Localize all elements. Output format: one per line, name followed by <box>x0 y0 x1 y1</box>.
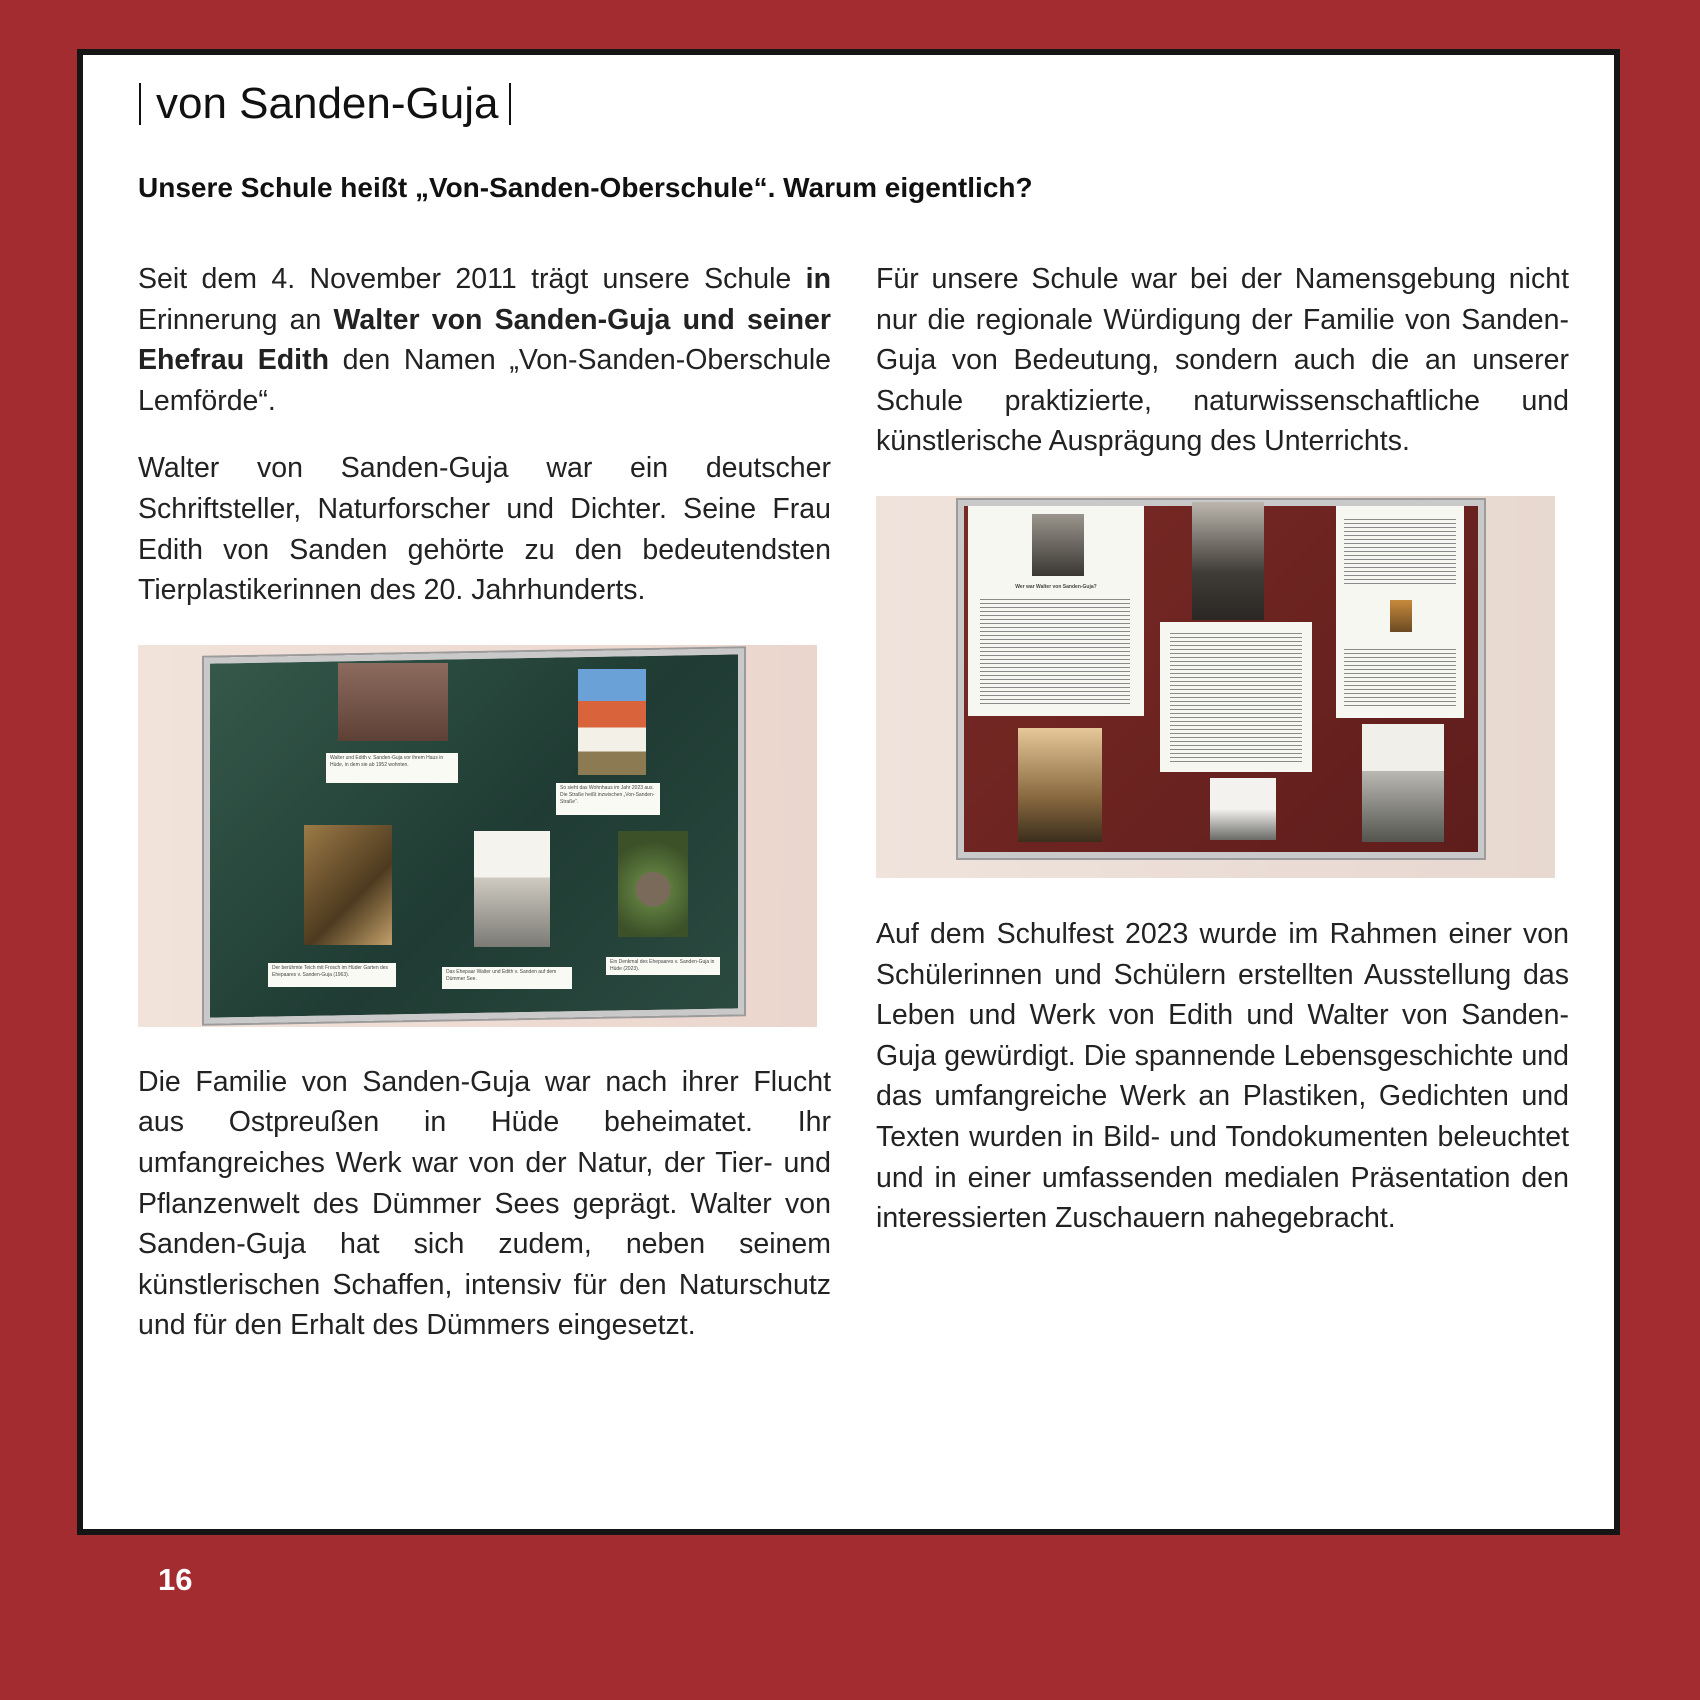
boat-photo-3 <box>1362 724 1444 842</box>
intro-bold-2: Walter von Sanden-Guja und seiner Ehefrau Edith <box>138 303 831 377</box>
section-header <box>139 79 511 128</box>
book-cover <box>1390 600 1412 632</box>
naming-paragraph: Für unsere Schule war bei der Namensgebung nicht nur die regionale Würdigung der Familie von Sanden-Guja von Bedeutung, sondern auch die an unserer Schule praktizierte, naturwissenschaftliche und künstlerische Ausprägung des Unterrichts. <box>876 263 1569 458</box>
caption-card-1: Walter und Edith v. Sanden-Guja vor ihrem Haus in Hüde, in dem sie ab 1952 wohnten. <box>326 753 458 783</box>
subheading: Unsere Schule heißt „Von-Sanden-Oberschule“. Warum eigentlich? <box>138 172 1033 203</box>
intro-text-2: Erinnerung an <box>138 303 334 336</box>
intro-bold-1: in <box>805 263 831 295</box>
pond-photo <box>304 825 392 945</box>
house-2023-photo <box>578 669 646 775</box>
caption-card-3: Der berühmte Teich mit Frosch im Hüder Garten des Ehepaares v. Sanden-Guja (1963). <box>268 963 396 987</box>
sheet-text-3 <box>1344 516 1456 586</box>
exhibition-photo-2 <box>876 496 1555 878</box>
intro-text-3: den Namen „Von-Sanden-Oberschule Lemförde“. <box>138 344 831 417</box>
left-column <box>138 259 831 1346</box>
intro-text-1: Seit dem 4. November 2011 trägt unsere Schule <box>138 263 806 295</box>
page-frame <box>77 49 1620 1535</box>
boat-photo-2 <box>1210 778 1276 840</box>
right-column <box>876 259 1569 1239</box>
caption-card-2: So sieht das Wohnhaus im Jahr 2023 aus. Die Straße heißt inzwischen „Von-Sanden-Straße“. <box>556 783 660 815</box>
sepia-photo <box>1018 728 1102 842</box>
memorial-photo <box>618 831 688 937</box>
sheet-heading: Wer war Walter von Sanden-Guja? <box>1015 583 1097 590</box>
caption-card-4: Das Ehepaar Walter und Edith v. Sanden auf dem Dümmer See. <box>442 967 572 989</box>
caption-card-5: Ein Denkmal des Ehepaares v. Sanden-Guja in Hüde (2023). <box>606 957 720 975</box>
sheet-text-4 <box>1344 646 1456 706</box>
house-photo <box>338 663 448 741</box>
biography-paragraph: Walter von Sanden-Guja war ein deutscher Schriftsteller, Naturforscher und Dichter. Seine Frau Edith von Sanden gehörte zu den bedeutendsten Tierplastikerinnen des 20. Jahrhunderts. <box>138 452 831 607</box>
exhibition-photo-1 <box>138 645 817 1027</box>
intro-paragraph <box>138 259 831 421</box>
portrait-photo-1 <box>1032 514 1084 576</box>
sheet-text-1 <box>980 596 1130 706</box>
family-paragraph: Die Familie von Sanden-Guja war nach ihrer Flucht aus Ostpreußen in Hüde beheimatet. Ihr umfangreiches Werk war von der Natur, der Tier- und Pflanzenwelt des Dümmer Sees geprägt. Walter von Sanden-Guja hat sich zudem, neben seinem künstlerischen Schaffen, intensiv für den Naturschutz und für den Erhalt des Dümmers eingesetzt. <box>138 1065 831 1342</box>
boat-photo <box>474 831 550 947</box>
section-title: von Sanden-Guja <box>156 79 499 128</box>
sheet-text-2 <box>1170 630 1302 764</box>
page-number: 16 <box>158 1562 193 1597</box>
portrait-photo-2 <box>1192 502 1264 620</box>
festival-paragraph: Auf dem Schulfest 2023 wurde im Rahmen einer von Schülerinnen und Schülern erstellten Ausstellung das Leben und Werk von Edith und Walter von Sanden-Guja gewürdigt. Die spannende Lebensgeschichte und das umfangreiche Werk an Plastiken, Gedichten und Texten wurden in Bild- und Tondokumenten beleuchtet und in einer umfassenden medialen Präsentation den interessierten Zuschauern nahegebracht. <box>876 917 1569 1235</box>
